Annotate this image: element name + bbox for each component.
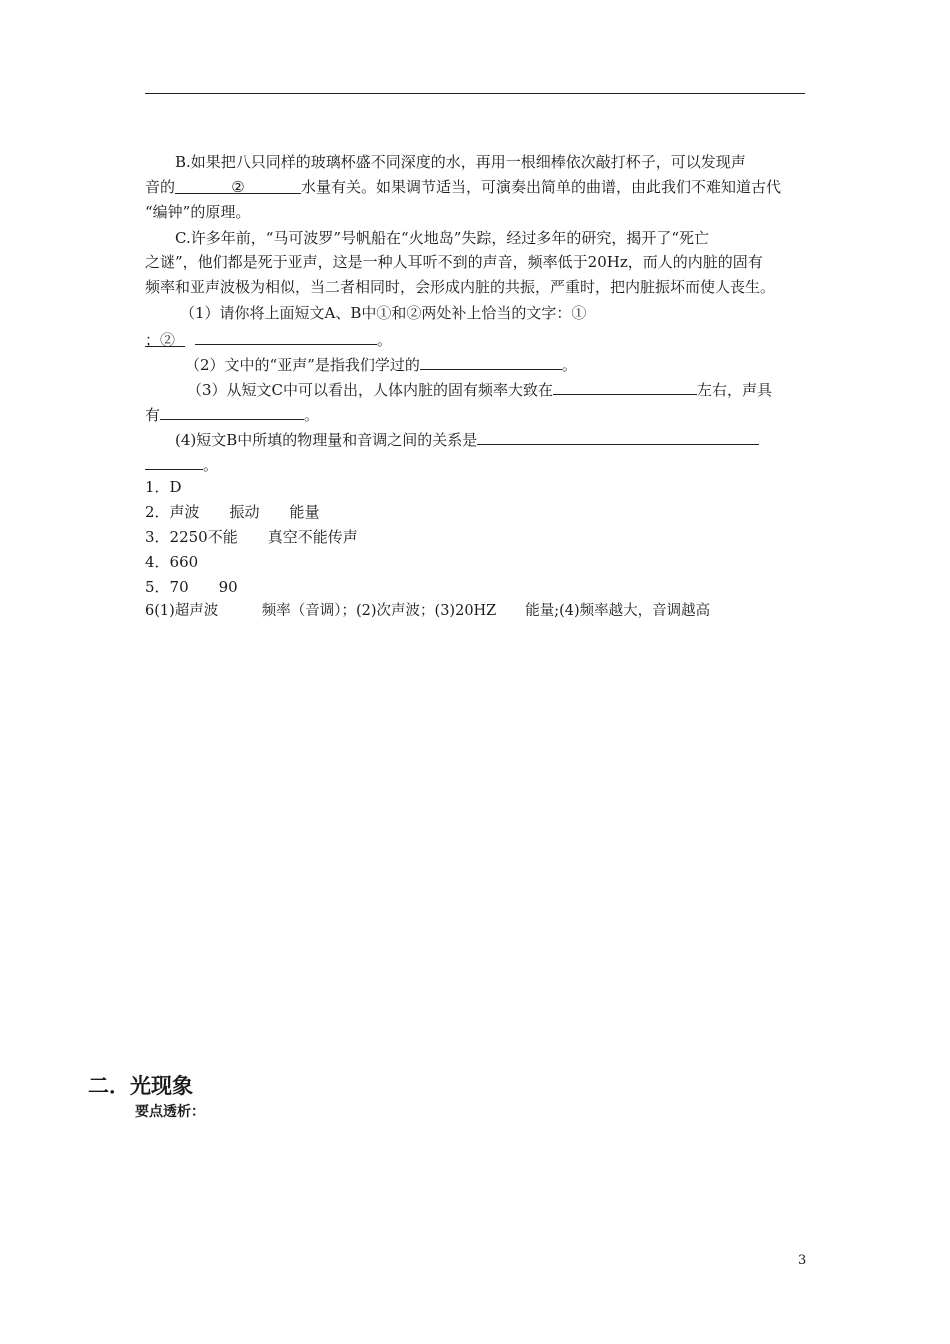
blank-q2 (420, 352, 562, 370)
question-1-continuation (145, 327, 392, 351)
question-2-end: 。 (561, 356, 577, 374)
paragraph-b-line-2 (145, 176, 781, 198)
question-1: （1）请你将上面短文A、B中①和②两处补上恰当的文字：① (180, 304, 587, 322)
paragraph-b-line-1: B.如果把八只同样的玻璃杯盛不同深度的水，再用一根细棒依次敲打杯子，可以发现声 (175, 153, 746, 171)
answer-2: 2．声波 振动 能量 (145, 503, 320, 521)
answer-5: 5．70 90 (145, 578, 238, 596)
question-4-line-2 (145, 452, 218, 476)
question-2-text: （2）文中的“亚声”是指我们学过的 (185, 356, 420, 374)
paragraph-b-line-2-post: 水量有关。如果调节适当，可演奏出简单的曲谱，由此我们不难知道古代 (301, 178, 782, 196)
section-subheading: 要点透析： (135, 1104, 205, 1120)
blank-q4b (145, 452, 203, 470)
section-heading: 二．光现象 (88, 1074, 193, 1098)
paragraph-c-line-2: 之谜”，他们都是死于亚声，这是一种人耳听不到的声音，频率低于20Hz，而人的内脏的固有 (145, 253, 763, 271)
question-1-end: 。 (377, 331, 393, 349)
header-rule (145, 93, 805, 94)
answer-1: 1．D (145, 478, 182, 496)
question-3 (187, 377, 772, 401)
answer-4: 4．660 (145, 553, 199, 571)
blank-2: ② (175, 176, 301, 194)
question-3-line-2-text: 有 (145, 406, 161, 424)
blank-q1 (195, 327, 377, 345)
question-3-line-2 (145, 402, 319, 426)
blank-q3a (553, 377, 697, 395)
paragraph-c-line-1: C.许多年前，“马可波罗”号帆船在“火地岛”失踪，经过多年的研究，揭开了“死亡 (175, 229, 710, 247)
question-2 (185, 352, 577, 376)
paragraph-b-line-2-pre: 音的 (145, 178, 176, 196)
question-4-end: 。 (203, 456, 219, 474)
question-3-end: 。 (304, 406, 320, 424)
paragraph-c-line-3: 频率和亚声波极为相似，当二者相同时，会形成内脏的共振，严重时，把内脏振坏而使人丧生。 (145, 278, 776, 296)
question-4-text: (4)短文B中所填的物理量和音调之间的关系是 (175, 431, 478, 449)
question-3-text: （3）从短文C中可以看出，人体内脏的固有频率大致在 (187, 381, 554, 399)
answer-3: 3．2250不能 真空不能传声 (145, 528, 358, 546)
blank-q3b (160, 402, 304, 420)
paragraph-b-line-3: “编钟”的原理。 (145, 203, 251, 221)
answer-6: 6(1)超声波 频率（音调）；(2)次声波；(3)20HZ 能量;(4)频率越大，音调越高 (145, 603, 711, 619)
blank-q4a (477, 427, 759, 445)
question-3-mid: 左右，声具 (697, 381, 773, 399)
blank-2-answer: ；② (145, 329, 185, 347)
question-4 (175, 427, 759, 451)
page-number: 3 (798, 1253, 807, 1268)
